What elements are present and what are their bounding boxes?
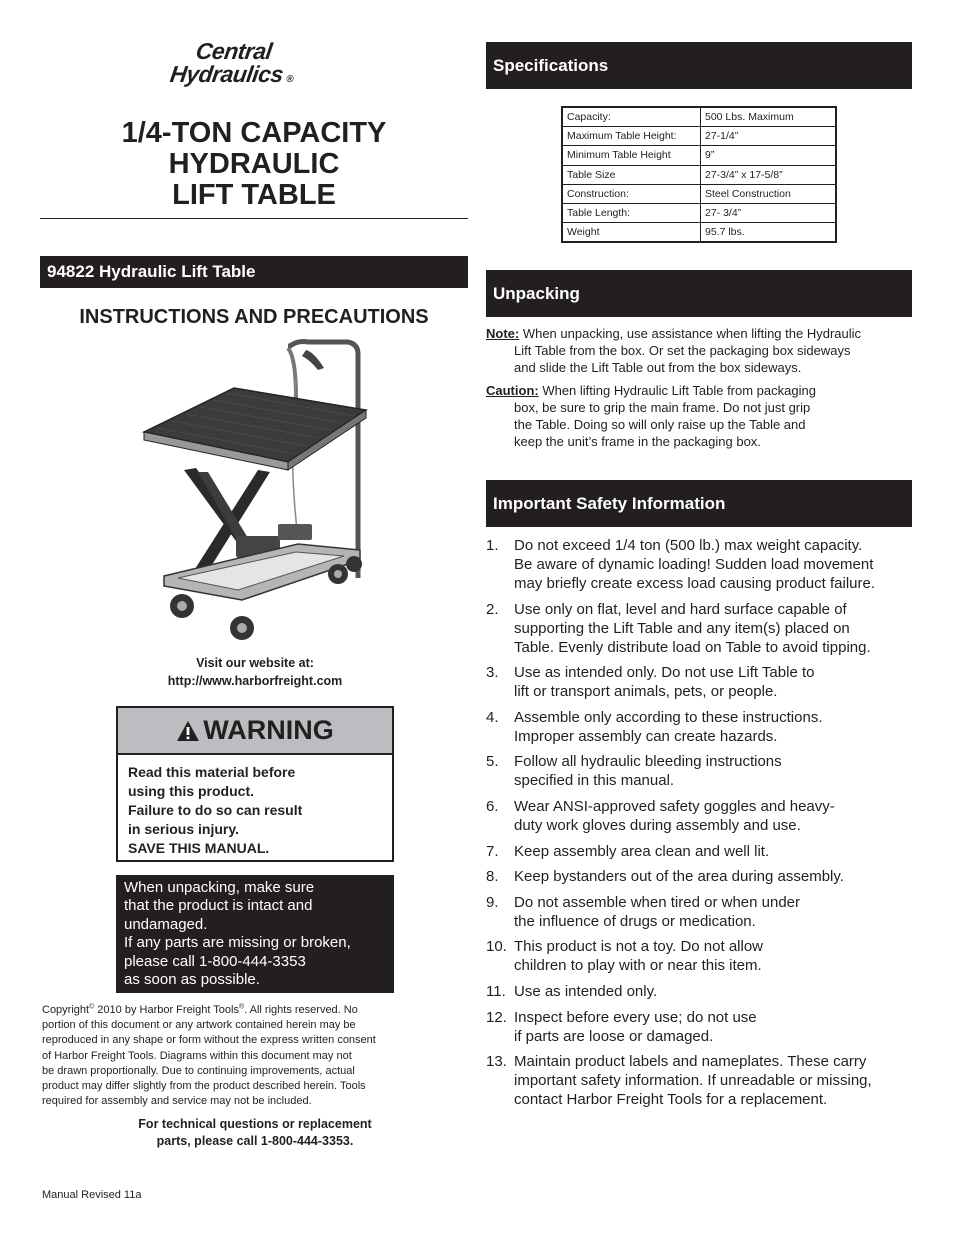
title-line-2: HYDRAULIC bbox=[168, 148, 340, 180]
safety-item-line: specified in this manual. bbox=[514, 772, 675, 790]
document-title bbox=[40, 118, 468, 211]
safety-item-number: 10. bbox=[486, 938, 507, 956]
spec-key: Table Size bbox=[562, 165, 701, 184]
safety-item bbox=[486, 708, 912, 746]
copyright-line: Copyright© 2010 by Harbor Freight Tools®. All rights reserved. No bbox=[42, 1003, 358, 1016]
warning-line: in serious injury. bbox=[128, 821, 239, 837]
safety-item bbox=[486, 842, 912, 861]
lift-table-illustration bbox=[138, 338, 378, 648]
website-info bbox=[40, 654, 470, 690]
spec-value: 9” bbox=[701, 146, 837, 165]
safety-item-line: Maintain product labels and nameplates. These carry bbox=[514, 1053, 867, 1071]
safety-item-number: 5. bbox=[486, 753, 499, 771]
safety-item-line: Assemble only according to these instructions. bbox=[514, 708, 823, 726]
title-line-1: 1/4-TON CAPACITY bbox=[121, 117, 387, 149]
title-divider bbox=[40, 218, 468, 219]
unpacking-caution bbox=[486, 382, 912, 450]
safety-item-text bbox=[486, 982, 912, 1001]
safety-item-number: 1. bbox=[486, 537, 499, 554]
safety-item-line: if parts are loose or damaged. bbox=[514, 1027, 714, 1045]
technical-questions bbox=[40, 1116, 470, 1150]
safety-item-text bbox=[486, 842, 912, 861]
safety-item-number: 9. bbox=[486, 893, 499, 911]
spec-value: 27- 3/4” bbox=[701, 203, 837, 222]
spec-value: 27-1/4” bbox=[701, 127, 837, 146]
website-label: Visit our website at: bbox=[196, 656, 314, 670]
safety-item-text bbox=[486, 708, 912, 746]
warning-label: WARNING bbox=[203, 715, 334, 745]
safety-item-text bbox=[486, 663, 912, 701]
safety-item bbox=[486, 1052, 912, 1109]
safety-item bbox=[486, 536, 912, 593]
safety-item-line: Table. Evenly distribute load on Table to avoid tipping. bbox=[514, 638, 871, 656]
registered-mark: ® bbox=[285, 74, 294, 85]
safety-item-line: important safety information. If unreadable or missing, bbox=[514, 1072, 872, 1090]
safety-item-line: contact Harbor Freight Tools for a replacement. bbox=[514, 1091, 828, 1109]
caution-line: Caution: When lifting Hydraulic Lift Table from packaging bbox=[486, 383, 816, 398]
spec-row bbox=[562, 223, 836, 243]
safety-item-number: 4. bbox=[486, 708, 499, 726]
spec-row bbox=[562, 165, 836, 184]
notice-line: undamaged. bbox=[124, 915, 208, 933]
spec-row bbox=[562, 127, 836, 146]
spec-key: Table Length: bbox=[562, 203, 701, 222]
copyright-line: portion of this document or any artwork contained herein may be bbox=[42, 1019, 356, 1032]
safety-item-text bbox=[486, 1008, 912, 1046]
logo-line-1: Central bbox=[194, 38, 274, 64]
safety-item-line: Use as intended only. bbox=[514, 982, 658, 1000]
safety-item-line: Wear ANSI-approved safety goggles and heavy- bbox=[514, 797, 835, 815]
safety-item-line: duty work gloves during assembly and use. bbox=[514, 816, 801, 834]
spec-key: Maximum Table Height: bbox=[562, 127, 701, 146]
spec-value: Steel Construction bbox=[701, 184, 837, 203]
safety-item-number: 8. bbox=[486, 868, 499, 886]
safety-item-text bbox=[486, 867, 912, 886]
notice-line: If any parts are missing or broken, bbox=[124, 934, 351, 952]
warning-line: using this product. bbox=[128, 783, 254, 799]
spec-key: Capacity: bbox=[562, 107, 701, 127]
safety-item-text bbox=[486, 893, 912, 931]
safety-item-line: supporting the Lift Table and any item(s) placed on bbox=[514, 619, 850, 637]
warning-triangle-icon bbox=[176, 720, 200, 742]
safety-item-line: lift or transport animals, pets, or people. bbox=[514, 683, 778, 701]
spec-value: 500 Lbs. Maximum bbox=[701, 107, 837, 127]
copyright-line: of Harbor Freight Tools. Diagrams within this document may not bbox=[42, 1049, 352, 1062]
safety-item bbox=[486, 600, 912, 657]
safety-item-line: Do not assemble when tired or when under bbox=[514, 893, 800, 911]
warning-line: SAVE THIS MANUAL. bbox=[128, 840, 270, 856]
notice-line: as soon as possible. bbox=[124, 971, 260, 989]
caution-label: Caution: bbox=[486, 383, 539, 398]
tech-line: For technical questions or replacement bbox=[138, 1117, 372, 1131]
website-url: http://www.harborfreight.com bbox=[167, 674, 343, 688]
safety-item-number: 11. bbox=[486, 982, 506, 1000]
spec-value: 95.7 lbs. bbox=[701, 223, 837, 243]
safety-item-text bbox=[486, 937, 912, 975]
spec-row bbox=[562, 107, 836, 127]
safety-list bbox=[486, 536, 912, 1116]
safety-item-number: 2. bbox=[486, 600, 499, 618]
tech-line: parts, please call 1-800-444-3353. bbox=[156, 1134, 354, 1148]
copyright-line: reproduced in any shape or form without the express written consent bbox=[42, 1034, 376, 1047]
safety-item bbox=[486, 937, 912, 975]
safety-item bbox=[486, 797, 912, 835]
copyright-line: product may differ slightly from the product described herein. Tools bbox=[42, 1080, 366, 1093]
warning-box bbox=[116, 706, 394, 862]
specifications-heading: Specifications bbox=[486, 42, 912, 89]
spec-value: 27-3/4” x 17-5/8” bbox=[701, 165, 837, 184]
spec-key: Weight bbox=[562, 223, 701, 243]
product-name-bar: 94822 Hydraulic Lift Table bbox=[40, 256, 468, 288]
copyright-line: required for assembly and service may not be included. bbox=[42, 1095, 312, 1108]
safety-item-line: Use only on flat, level and hard surface capable of bbox=[514, 600, 847, 618]
notice-line: please call 1-800-444-3353 bbox=[124, 952, 306, 970]
safety-item-number: 7. bbox=[486, 842, 499, 860]
warning-line: Failure to do so can result bbox=[128, 802, 303, 818]
safety-item-line: Follow all hydraulic bleeding instructions bbox=[514, 753, 782, 771]
safety-item-line: may briefly create excess load causing product failure. bbox=[514, 575, 876, 592]
safety-item bbox=[486, 663, 912, 701]
safety-item-line: Do not exceed 1/4 ton (500 lb.) max weight capacity. bbox=[514, 537, 863, 554]
brand-logo bbox=[170, 40, 345, 90]
caution-line: keep the unit’s frame in the packaging box. bbox=[514, 434, 761, 449]
spec-row bbox=[562, 146, 836, 165]
safety-item-number: 6. bbox=[486, 797, 499, 815]
safety-item-text bbox=[486, 1052, 912, 1109]
safety-item-text bbox=[486, 536, 912, 593]
note-line: Note: When unpacking, use assistance when lifting the Hydraulic bbox=[486, 326, 862, 341]
logo-line-2: Hydraulics® bbox=[168, 61, 294, 87]
unpacking-note bbox=[486, 325, 912, 376]
warning-text bbox=[118, 755, 392, 858]
safety-item-line: Use as intended only. Do not use Lift Table to bbox=[514, 664, 815, 682]
spec-key: Minimum Table Height bbox=[562, 146, 701, 165]
title-line-3: LIFT TABLE bbox=[172, 179, 336, 211]
note-label: Note: bbox=[486, 326, 520, 341]
warning-header bbox=[118, 708, 392, 755]
safety-item-line: Improper assembly can create hazards. bbox=[514, 727, 778, 745]
spec-row bbox=[562, 203, 836, 222]
caution-line: the Table. Doing so will only raise up the Table and bbox=[514, 417, 806, 432]
safety-item-text bbox=[486, 600, 912, 657]
safety-item-number: 12. bbox=[486, 1008, 507, 1026]
safety-item-number: 13. bbox=[486, 1053, 507, 1071]
specifications-table bbox=[561, 106, 837, 243]
note-line: and slide the Lift Table out from the box sideways. bbox=[514, 360, 802, 375]
safety-item-line: Keep assembly area clean and well lit. bbox=[514, 842, 770, 860]
safety-item-line: This product is not a toy. Do not allow bbox=[514, 938, 764, 956]
safety-item-line: Inspect before every use; do not use bbox=[514, 1008, 757, 1026]
note-line: Lift Table from the box. Or set the packaging box sideways bbox=[514, 343, 851, 358]
spec-key: Construction: bbox=[562, 184, 701, 203]
safety-item-text bbox=[486, 797, 912, 835]
safety-item bbox=[486, 867, 912, 886]
notice-line: that the product is intact and bbox=[124, 897, 313, 915]
copyright-line: be drawn proportionally. Due to continuing improvements, actual bbox=[42, 1064, 355, 1077]
caution-line: box, be sure to grip the main frame. Do not just grip bbox=[514, 400, 811, 415]
safety-heading: Important Safety Information bbox=[486, 480, 912, 527]
safety-item bbox=[486, 982, 912, 1001]
warning-line: Read this material before bbox=[128, 764, 296, 780]
spec-row bbox=[562, 184, 836, 203]
unpacking-heading: Unpacking bbox=[486, 270, 912, 317]
instructions-heading: INSTRUCTIONS AND PRECAUTIONS bbox=[79, 306, 429, 328]
safety-item-text bbox=[486, 752, 912, 790]
manual-revision: Manual Revised 11a bbox=[42, 1189, 142, 1201]
safety-item bbox=[486, 893, 912, 931]
safety-item-line: Be aware of dynamic loading! Sudden load movement bbox=[514, 556, 874, 573]
safety-item-line: Keep bystanders out of the area during assembly. bbox=[514, 868, 844, 886]
safety-item bbox=[486, 752, 912, 790]
notice-line: When unpacking, make sure bbox=[124, 879, 315, 896]
unpacking-notice bbox=[116, 875, 394, 993]
safety-item-number: 3. bbox=[486, 664, 499, 682]
copyright-notice bbox=[42, 1003, 438, 1109]
safety-item-line: children to play with or near this item. bbox=[514, 957, 762, 975]
safety-item bbox=[486, 1008, 912, 1046]
safety-item-line: the influence of drugs or medication. bbox=[514, 912, 756, 930]
